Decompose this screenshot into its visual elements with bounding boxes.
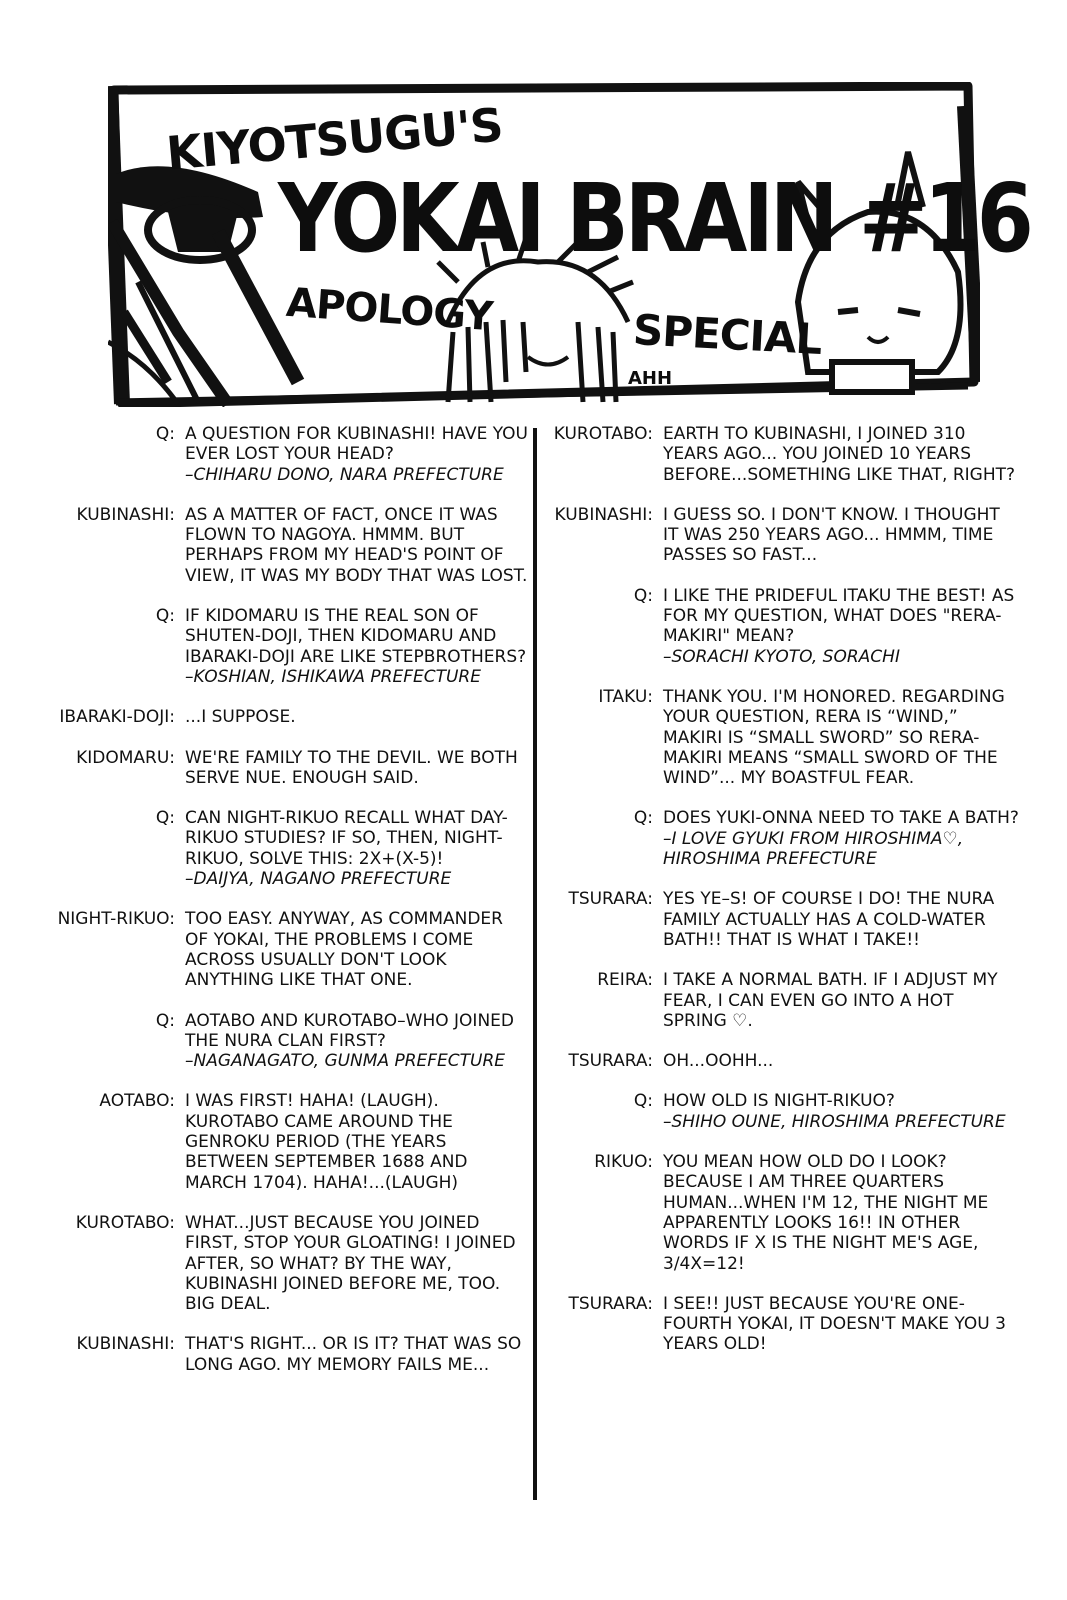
speaker-label: REIRA:	[597, 970, 653, 991]
entry-text	[185, 808, 530, 889]
entry-text: WE'RE FAMILY TO THE DEVIL. WE BOTH SERVE NUE. ENOUGH SAID.	[185, 747, 518, 788]
entry-text: YOU MEAN HOW OLD DO I LOOK? BECAUSE I AM THREE QUARTERS HUMAN...WHEN I'M 12, THE NIGHT ME APPARENTLY LOOKS 16!! IN OTHER WORDS IF X IS THE NIGHT ME'S AGE, 3/4X=12!	[663, 1152, 989, 1274]
qa-entry	[30, 505, 530, 586]
entry-text: I TAKE A NORMAL BATH. IF I ADJUST MY FEAR, I CAN EVEN GO INTO A HOT SPRING ♡.	[663, 970, 998, 1031]
banner-word-special: SPECIAL	[631, 305, 823, 364]
kubinashi-face-drawing	[108, 166, 298, 404]
banner-title-big: YOKAI BRAIN #16	[278, 164, 1030, 275]
entry-text: TOO EASY. ANYWAY, AS COMMANDER OF YOKAI, THE PROBLEMS I COME ACROSS USUALLY DON'T LOOK ANYTHING LIKE THAT ONE.	[185, 909, 503, 991]
entry-body: I LIKE THE PRIDEFUL ITAKU THE BEST! AS FOR MY QUESTION, WHAT DOES "RERA-MAKIRI" MEAN?	[663, 585, 1015, 647]
entry-text	[663, 808, 1020, 869]
speaker-label: KIDOMARU:	[76, 747, 175, 768]
entry-attribution: –NAGANAGATO, GUNMA PREFECTURE	[185, 1051, 506, 1072]
left-column	[30, 424, 530, 1375]
entry-attribution: –SHIHO OUNE, HIROSHIMA PREFECTURE	[663, 1111, 1006, 1132]
entry-attribution: –I LOVE GYUKI FROM HIROSHIMA♡, HIROSHIMA PREFECTURE	[663, 828, 964, 870]
speaker-label: KUBINASHI:	[554, 504, 653, 525]
qa-entry	[30, 1091, 530, 1192]
speaker-label: KUROTABO:	[553, 424, 653, 444]
entry-body: HOW OLD IS NIGHT-RIKUO?	[663, 1091, 895, 1112]
speaker-label: NIGHT-RIKUO:	[57, 909, 175, 930]
qa-entry	[30, 1011, 530, 1072]
qa-entry	[550, 808, 1020, 869]
entry-attribution: –CHIHARU DONO, NARA PREFECTURE	[185, 464, 504, 485]
entry-text: OH...OOHH...	[663, 1051, 774, 1072]
entry-attribution: –DAIJYA, NAGANO PREFECTURE	[185, 869, 452, 890]
qa-entry	[550, 1152, 1020, 1274]
qa-entry	[550, 424, 1020, 485]
banner-title-small: KIYOTSUGU'S	[164, 97, 505, 181]
speaker-label: KUBINASHI:	[76, 1334, 175, 1355]
qa-entry	[550, 1091, 1020, 1132]
qa-entry	[30, 808, 530, 889]
entry-text: THANK YOU. I'M HONORED. REGARDING YOUR QUESTION, RERA IS “WIND,” MAKIRI IS “SMALL SWORD” SO RERA-MAKIRI MEANS “SMALL SWORD OF THE WIND”... MY BOASTFUL FEAR.	[663, 686, 1005, 789]
entry-text: WHAT...JUST BECAUSE YOU JOINED FIRST, STOP YOUR GLOATING! I JOINED AFTER, SO WHAT? BY THE WAY, KUBINASHI JOINED BEFORE ME, TOO. BIG DEAL.	[185, 1212, 516, 1315]
banner-sfx: AHH	[628, 368, 673, 389]
qa-entry	[30, 707, 530, 727]
qa-entry	[550, 889, 1020, 950]
entry-body: IF KIDOMARU IS THE REAL SON OF SHUTEN-DOJI, THEN KIDOMARU AND IBARAKI-DOJI ARE LIKE STEPBROTHERS?	[185, 606, 527, 667]
speaker-label: Q:	[155, 808, 175, 829]
speaker-label: RIKUO:	[594, 1152, 653, 1173]
entry-body: AOTABO AND KUROTABO–WHO JOINED THE NURA CLAN FIRST?	[185, 1010, 514, 1051]
qa-entry	[550, 687, 1020, 788]
title-banner	[108, 82, 1030, 407]
qa-entry	[30, 1334, 530, 1375]
speaker-label: Q:	[633, 1091, 653, 1112]
entry-text	[185, 606, 530, 687]
qa-entry	[30, 606, 530, 687]
speaker-label: Q:	[633, 585, 653, 606]
right-column	[550, 424, 1020, 1355]
qa-entry	[30, 1213, 530, 1314]
qa-entry	[30, 748, 530, 789]
entry-body: DOES YUKI-ONNA NEED TO TAKE A BATH?	[663, 808, 1019, 829]
qa-entry	[550, 1294, 1020, 1355]
speaker-label: ITAKU:	[598, 686, 653, 707]
entry-text	[185, 1011, 530, 1072]
entry-text	[663, 586, 1020, 667]
entry-text: YES YE–S! OF COURSE I DO! THE NURA FAMILY ACTUALLY HAS A COLD-WATER BATH!! THAT IS WHAT I TAKE!!	[663, 889, 995, 950]
entry-text: I SEE!! JUST BECAUSE YOU'RE ONE-FOURTH YOKAI, IT DOESN'T MAKE YOU 3 YEARS OLD!	[663, 1293, 1006, 1355]
entry-text: THAT'S RIGHT... OR IS IT? THAT WAS SO LONG AGO. MY MEMORY FAILS ME...	[185, 1334, 522, 1375]
entry-text: I GUESS SO. I DON'T KNOW. I THOUGHT IT WAS 250 YEARS AGO... HMMM, TIME PASSES SO FAST...	[663, 504, 1000, 566]
entry-body: A QUESTION FOR KUBINASHI! HAVE YOU EVER LOST YOUR HEAD?	[185, 424, 529, 465]
speaker-label: IBARAKI-DOJI:	[59, 707, 175, 728]
entry-text	[663, 1091, 1020, 1132]
speaker-label: KUBINASHI:	[76, 504, 175, 525]
speaker-label: Q:	[155, 1010, 175, 1031]
speaker-label: TSURARA:	[568, 1051, 653, 1072]
qa-entry	[550, 970, 1020, 1031]
speaker-label: Q:	[155, 424, 175, 444]
speaker-label: TSURARA:	[568, 1293, 653, 1314]
entry-text	[185, 424, 530, 485]
entry-text: EARTH TO KUBINASHI, I JOINED 310 YEARS AGO... YOU JOINED 10 YEARS BEFORE...SOMETHING LIKE THAT, RIGHT?	[663, 424, 1016, 485]
column-divider	[533, 428, 537, 1500]
speaker-label: AOTABO:	[99, 1091, 175, 1112]
speaker-label: KUROTABO:	[75, 1212, 175, 1233]
speaker-label: TSURARA:	[568, 889, 653, 910]
entry-text: AS A MATTER OF FACT, ONCE IT WAS FLOWN TO NAGOYA. HMMM. BUT PERHAPS FROM MY HEAD'S POINT OF VIEW, IT WAS MY BODY THAT WAS LOST.	[185, 504, 528, 586]
qa-entry	[550, 1051, 1020, 1071]
entry-text: I WAS FIRST! HAHA! (LAUGH). KUROTABO CAME AROUND THE GENROKU PERIOD (THE YEARS BETWEEN SEPTEMBER 1688 AND MARCH 1704). HAHA!...(LAUGH)	[185, 1091, 468, 1193]
speaker-label: Q:	[155, 606, 175, 627]
qa-entry	[30, 909, 530, 990]
entry-body: CAN NIGHT-RIKUO RECALL WHAT DAY-RIKUO STUDIES? IF SO, THEN, NIGHT-RIKUO, SOLVE THIS: 2X+(X-5)!	[185, 808, 508, 869]
qa-entry	[550, 505, 1020, 566]
entry-attribution: –KOSHIAN, ISHIKAWA PREFECTURE	[185, 666, 481, 687]
speaker-label: Q:	[633, 808, 653, 829]
qa-entry	[550, 586, 1020, 667]
banner-word-apology: APOLOGY	[284, 279, 494, 341]
qa-entry	[30, 424, 530, 485]
entry-attribution: –SORACHI KYOTO, SORACHI	[663, 646, 900, 667]
entry-text: ...I SUPPOSE.	[185, 707, 296, 728]
